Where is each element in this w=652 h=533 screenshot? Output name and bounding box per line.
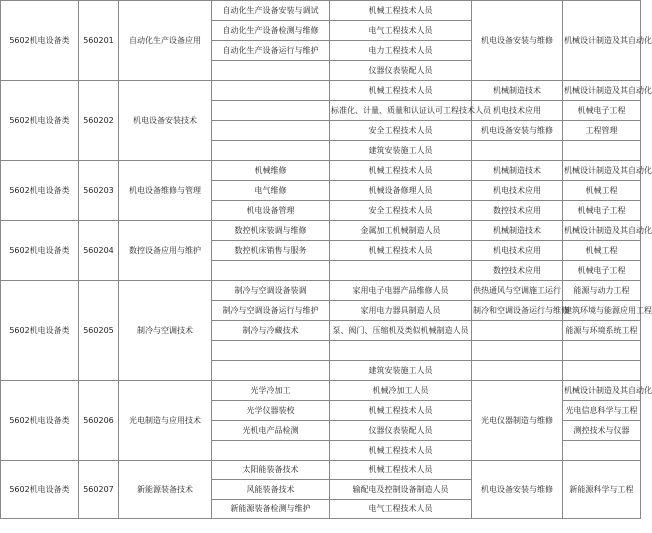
bachelor-major-cell: 机械设计制造及其自动化: [563, 381, 641, 401]
occupation-cell: 电气工程技术人员: [330, 21, 472, 41]
category-cell: 5602机电设备类: [1, 461, 79, 519]
direction-cell: [212, 361, 330, 381]
direction-cell: 光学冷加工: [212, 381, 330, 401]
direction-cell: [212, 101, 330, 121]
higher-major-cell: 机电设备安装与维修: [472, 1, 563, 81]
bachelor-major-cell: 机械电子工程: [563, 201, 641, 221]
higher-major-cell: 数控技术应用: [472, 261, 563, 281]
higher-major-cell: 机械制造技术: [472, 161, 563, 181]
bachelor-major-cell: 能源与动力工程: [563, 281, 641, 301]
occupation-cell: 电力工程技术人员: [330, 41, 472, 61]
direction-cell: 自动化生产设备运行与维护: [212, 41, 330, 61]
table-row: [1, 221, 641, 241]
direction-cell: 数控机床销售与服务: [212, 241, 330, 261]
higher-major-cell: 机电设备安装与维修: [472, 461, 563, 519]
major-name-cell: 机电设备维修与管理: [119, 161, 212, 221]
bachelor-major-cell: [563, 361, 641, 381]
occupation-cell: 安全工程技术人员: [330, 201, 472, 221]
bachelor-major-cell: [563, 341, 641, 361]
bachelor-major-cell: 机械电子工程: [563, 101, 641, 121]
higher-major-cell: 机电设备安装与维修: [472, 121, 563, 141]
occupation-cell: 机械工程技术人员: [330, 441, 472, 461]
category-cell: 5602机电设备类: [1, 1, 79, 81]
bachelor-major-cell: 新能源科学与工程: [563, 461, 641, 519]
occupation-cell: 金属加工机械制造人员: [330, 221, 472, 241]
code-cell: 560204: [79, 221, 119, 281]
table-row: [1, 461, 641, 480]
code-cell: 560207: [79, 461, 119, 519]
higher-major-cell: 机械制造技术: [472, 81, 563, 101]
higher-major-cell: [472, 321, 563, 341]
table-row: [1, 381, 641, 401]
table-row: [1, 81, 641, 101]
direction-cell: 光学仪器装校: [212, 401, 330, 421]
bachelor-major-cell: 建筑环境与能源应用工程: [563, 301, 641, 321]
code-cell: 560206: [79, 381, 119, 461]
bachelor-major-cell: [563, 441, 641, 461]
direction-cell: 数控机床装调与维修: [212, 221, 330, 241]
occupation-cell: 家用电子电器产品维修人员: [330, 281, 472, 301]
occupation-cell: 建筑安装施工人员: [330, 141, 472, 161]
direction-cell: [212, 141, 330, 161]
code-cell: 560203: [79, 161, 119, 221]
bachelor-major-cell: 机械设计制造及其自动化: [563, 161, 641, 181]
occupation-cell: 标准化、计量、质量和认证认可工程技术人员: [330, 101, 472, 121]
occupation-cell: 建筑安装施工人员: [330, 361, 472, 381]
direction-cell: 太阳能装备技术: [212, 461, 330, 480]
bachelor-major-cell: 机械电子工程: [563, 261, 641, 281]
category-cell: 5602机电设备类: [1, 381, 79, 461]
direction-cell: 机电设备管理: [212, 201, 330, 221]
higher-major-cell: 光电仪器制造与维修: [472, 381, 563, 461]
occupation-cell: 机械工程技术人员: [330, 161, 472, 181]
table-row: [1, 161, 641, 181]
bachelor-major-cell: 机械工程: [563, 181, 641, 201]
direction-cell: 机械维修: [212, 161, 330, 181]
bachelor-major-cell: 光电信息科学与工程: [563, 401, 641, 421]
category-cell: 5602机电设备类: [1, 161, 79, 221]
code-cell: 560202: [79, 81, 119, 161]
direction-cell: 自动化生产设备检测与维修: [212, 21, 330, 41]
major-name-cell: 自动化生产设备应用: [119, 1, 212, 81]
table-row: [1, 1, 641, 21]
major-name-cell: 光电制造与应用技术: [119, 381, 212, 461]
direction-cell: 电气维修: [212, 181, 330, 201]
higher-major-cell: 机械制造技术: [472, 221, 563, 241]
direction-cell: [212, 81, 330, 101]
higher-major-cell: [472, 341, 563, 361]
bachelor-major-cell: [563, 141, 641, 161]
direction-cell: [212, 121, 330, 141]
category-cell: 5602机电设备类: [1, 281, 79, 381]
code-cell: 560201: [79, 1, 119, 81]
higher-major-cell: 制冷和空调设备运行与维修: [472, 301, 563, 321]
higher-major-cell: [472, 361, 563, 381]
occupation-cell: 安全工程技术人员: [330, 121, 472, 141]
direction-cell: 制冷与空调设备运行与维护: [212, 301, 330, 321]
higher-major-cell: 供热通风与空调施工运行: [472, 281, 563, 301]
bachelor-major-cell: 能源与环境系统工程: [563, 321, 641, 341]
category-cell: 5602机电设备类: [1, 221, 79, 281]
occupation-cell: [330, 341, 472, 361]
higher-major-cell: 机电技术应用: [472, 181, 563, 201]
direction-cell: [212, 341, 330, 361]
bachelor-major-cell: 机械设计制造及其自动化: [563, 221, 641, 241]
direction-cell: 自动化生产设备安装与调试: [212, 1, 330, 21]
direction-cell: 新能源装备检测与维护: [212, 500, 330, 519]
occupation-cell: 机械工程技术人员: [330, 401, 472, 421]
bachelor-major-cell: 工程管理: [563, 121, 641, 141]
bachelor-major-cell: 机械工程: [563, 241, 641, 261]
direction-cell: [212, 61, 330, 81]
occupation-cell: 泵、阀门、压缩机及类似机械制造人员: [330, 321, 472, 341]
major-name-cell: 数控设备应用与维护: [119, 221, 212, 281]
bachelor-major-cell: 机械设计制造及其自动化: [563, 81, 641, 101]
major-name-cell: 机电设备安装技术: [119, 81, 212, 161]
direction-cell: [212, 441, 330, 461]
occupation-cell: 家用电力器具制造人员: [330, 301, 472, 321]
occupation-cell: 仪器仪表装配人员: [330, 61, 472, 81]
higher-major-cell: 机电技术应用: [472, 101, 563, 121]
occupation-cell: 机械设备修理人员: [330, 181, 472, 201]
major-name-cell: 新能源装备技术: [119, 461, 212, 519]
occupation-cell: 输配电及控制设备制造人员: [330, 480, 472, 500]
occupation-cell: 机械工程技术人员: [330, 461, 472, 480]
bachelor-major-cell: 机械设计制造及其自动化: [563, 1, 641, 81]
higher-major-cell: [472, 141, 563, 161]
higher-major-cell: 机电技术应用: [472, 241, 563, 261]
occupation-cell: [330, 261, 472, 281]
direction-cell: 制冷与冷藏技术: [212, 321, 330, 341]
category-cell: 5602机电设备类: [1, 81, 79, 161]
occupation-cell: 机械工程技术人员: [330, 1, 472, 21]
table-row: [1, 281, 641, 301]
occupation-cell: 机械冷加工人员: [330, 381, 472, 401]
occupation-cell: 机械工程技术人员: [330, 241, 472, 261]
higher-major-cell: 数控技术应用: [472, 201, 563, 221]
major-name-cell: 制冷与空调技术: [119, 281, 212, 381]
direction-cell: 制冷与空调设备装调: [212, 281, 330, 301]
occupation-cell: 电气工程技术人员: [330, 500, 472, 519]
occupation-cell: 机械工程技术人员: [330, 81, 472, 101]
bachelor-major-cell: 测控技术与仪器: [563, 421, 641, 441]
occupation-cell: 仪器仪表装配人员: [330, 421, 472, 441]
direction-cell: 光机电产品检测: [212, 421, 330, 441]
direction-cell: [212, 261, 330, 281]
direction-cell: 风能装备技术: [212, 480, 330, 500]
code-cell: 560205: [79, 281, 119, 381]
